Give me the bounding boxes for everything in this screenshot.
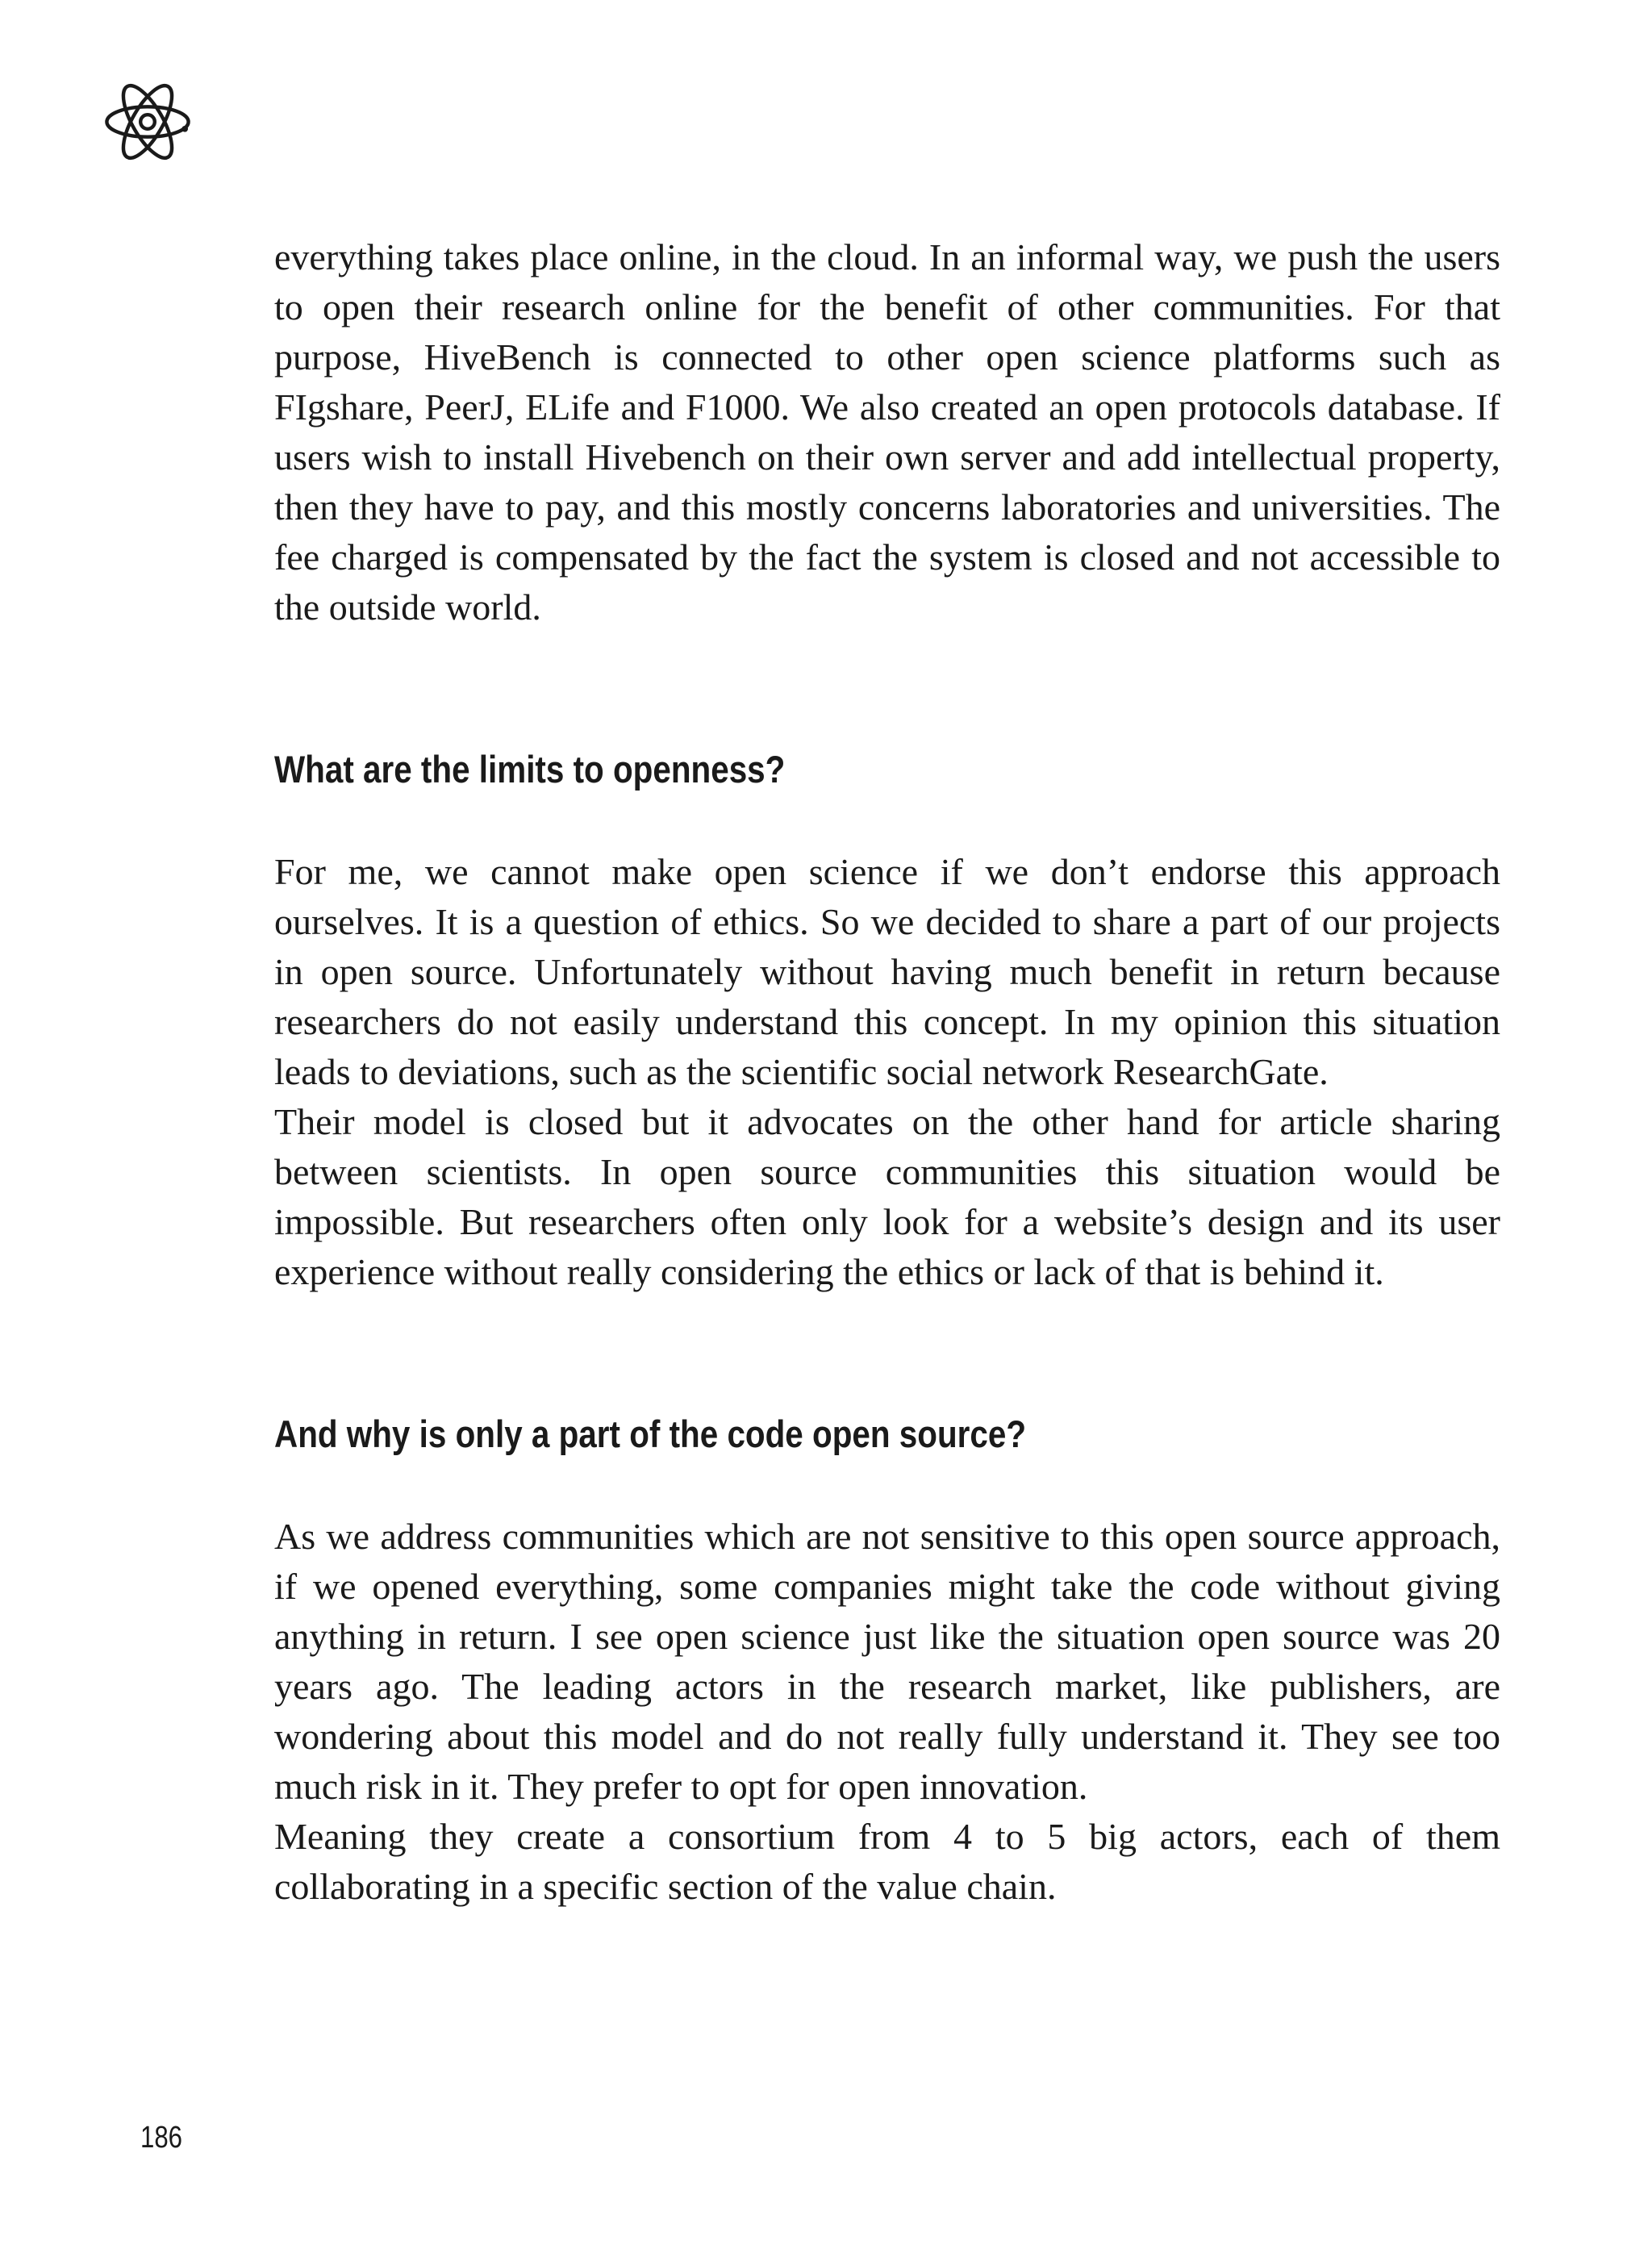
page-content [274,232,1500,1912]
atom-icon [103,77,192,166]
section-heading-code: And why is only a part of the code open source? [274,1412,1027,1455]
limits-paragraph-1: For me, we cannot make open science if we don’t endorse this approach ourselves. It is a question of ethics. So we decided to share a part of our projects in open source. Unfortunately without having much benefit in return because researchers do not easily understand this concept. In my opinion this situation leads to deviations, such as the scientific social network ResearchGate. [274,851,1500,1092]
section-heading-limits: What are the limits to openness? [274,748,786,791]
intro-paragraph: everything takes place online, in the cloud. In an informal way, we push the users to open their research online for the benefit of other communities. For that purpose, HiveBench is connected to other open science platforms such as FIgshare, PeerJ, ELife and F1000. We also created an open protocols database. If users wish to install Hivebench on their own server and add intellectual property, then they have to pay, and this mostly concerns laboratories and universities. The fee charged is compensated by the fact the system is closed and not accessible to the outside world. [274,236,1500,628]
code-paragraph-2: Meaning they create a consortium from 4 to 5 big actors, each of them collaborating in a specific section of the value chain. [274,1816,1500,1907]
code-paragraph-1: As we address communities which are not sensitive to this open source approach, if we opened everything, some companies might take the code without giving anything in return. I see open science just like the situation open source was 20 years ago. The leading actors in the research market, like publishers, are wondering about this model and do not really fully understand it. They see too much risk in it. They prefer to opt for open innovation. [274,1516,1500,1807]
page-number: 186 [140,2121,182,2155]
limits-paragraph-2: Their model is closed but it advocates on the other hand for article sharing between scientists. In open source communities this situation would be impossible. But researchers often only look for a website’s design and its user experience without really considering the ethics or lack of that is behind it. [274,1101,1500,1292]
